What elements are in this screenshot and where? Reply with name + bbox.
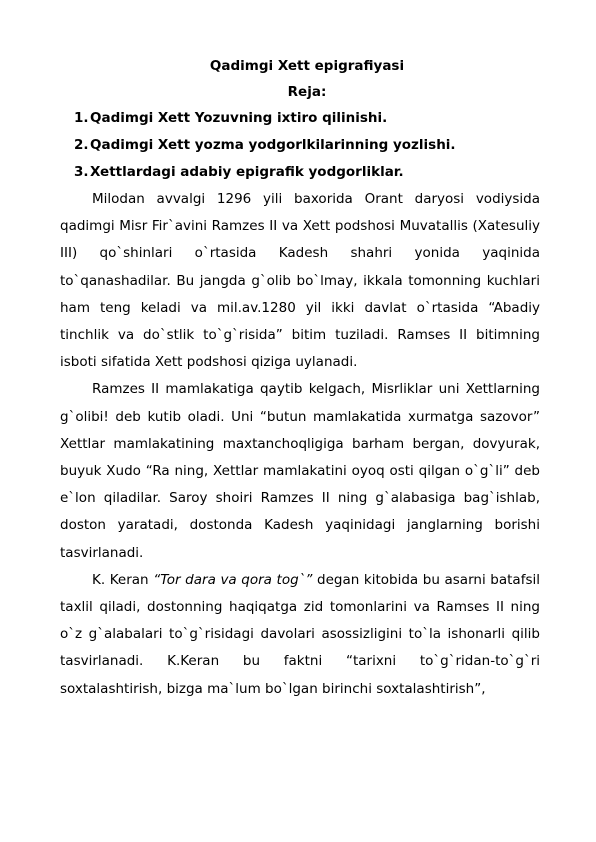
book-title: “Tor dara va qora tog`” [153, 571, 313, 588]
plan-list [60, 108, 540, 182]
paragraph-text: degan kitobida bu asarni batafsil taxlil qiladi, dostonning haqiqatga zid tomonlarini va Ramses II ning o`z g`alabalari to`g`risidagi davolari asossizligini to`la ishonarli qilib tasvirlanadi. K.Keran bu faktni “tarixni to`g`ridan-to`g`ri soxtalashtirish, bizga ma`lum bo`lgan birinchi soxtalashtirish”, [60, 571, 540, 697]
plan-item-number: 3. [74, 164, 89, 180]
plan-item [60, 162, 540, 182]
plan-item-number: 1. [74, 110, 89, 126]
plan-item-text: Qadimgi Xett Yozuvning ixtiro qilinishi. [90, 110, 388, 126]
body-paragraph: Ramzes II mamlakatiga qaytib kelgach, Misrliklar uni Xettlarning g`olibi! deb kutib oladi. Uni “butun mamlakatida xurmatga sazovor” Xettlar mamlakatining maxtanchoqligiga barham bergan, dovyurak, buyuk Xudo “Ra ning, Xettlar mamlakatini oyoq osti qilgan o`g`li” deb e`lon qiladilar. Saroy shoiri Ramzes II ning g`alabasiga bag`ishlab, doston yaratadi, dostonda Kadesh yaqinidagi janglarning borishi tasvirlanadi. [60, 381, 540, 561]
plan-heading: Reja: [287, 84, 327, 100]
body-paragraph: Milodan avvalgi 1296 yili baxorida Orant daryosi vodiysida qadimgi Misr Fir`avini Ramzes II va Xett podshosi Muvatallis (Xatesuliy III) qo`shinlari o`rtasida Kadesh shahri yonida yaqinida to`qanashadilar. Bu jangda g`olib bo`lmay, ikkala tomonning kuchlari ham teng keladi va mil.av.1280 yil ikki davlat o`rtasida “Abadiy tinchlik va do`stlik to`g`risida” bitim tuziladi. Ramses II bitimning isboti sifatida Xett podshosi qiziga uylanadi. [60, 191, 540, 371]
plan-item-text: Qadimgi Xett yozma yodgorlkilarinning yozlishi. [90, 137, 456, 153]
plan-item-number: 2. [74, 137, 89, 153]
plan-item [60, 108, 540, 128]
body-paragraph [60, 567, 540, 703]
document-title: Qadimgi Xett epigrafiyasi [209, 58, 405, 74]
document-page [60, 56, 540, 703]
paragraph-text: K. Keran [92, 571, 154, 588]
plan-item-text: Xettlardagi adabiy epigrafik yodgorliklar. [90, 164, 404, 180]
plan-item [60, 135, 540, 155]
